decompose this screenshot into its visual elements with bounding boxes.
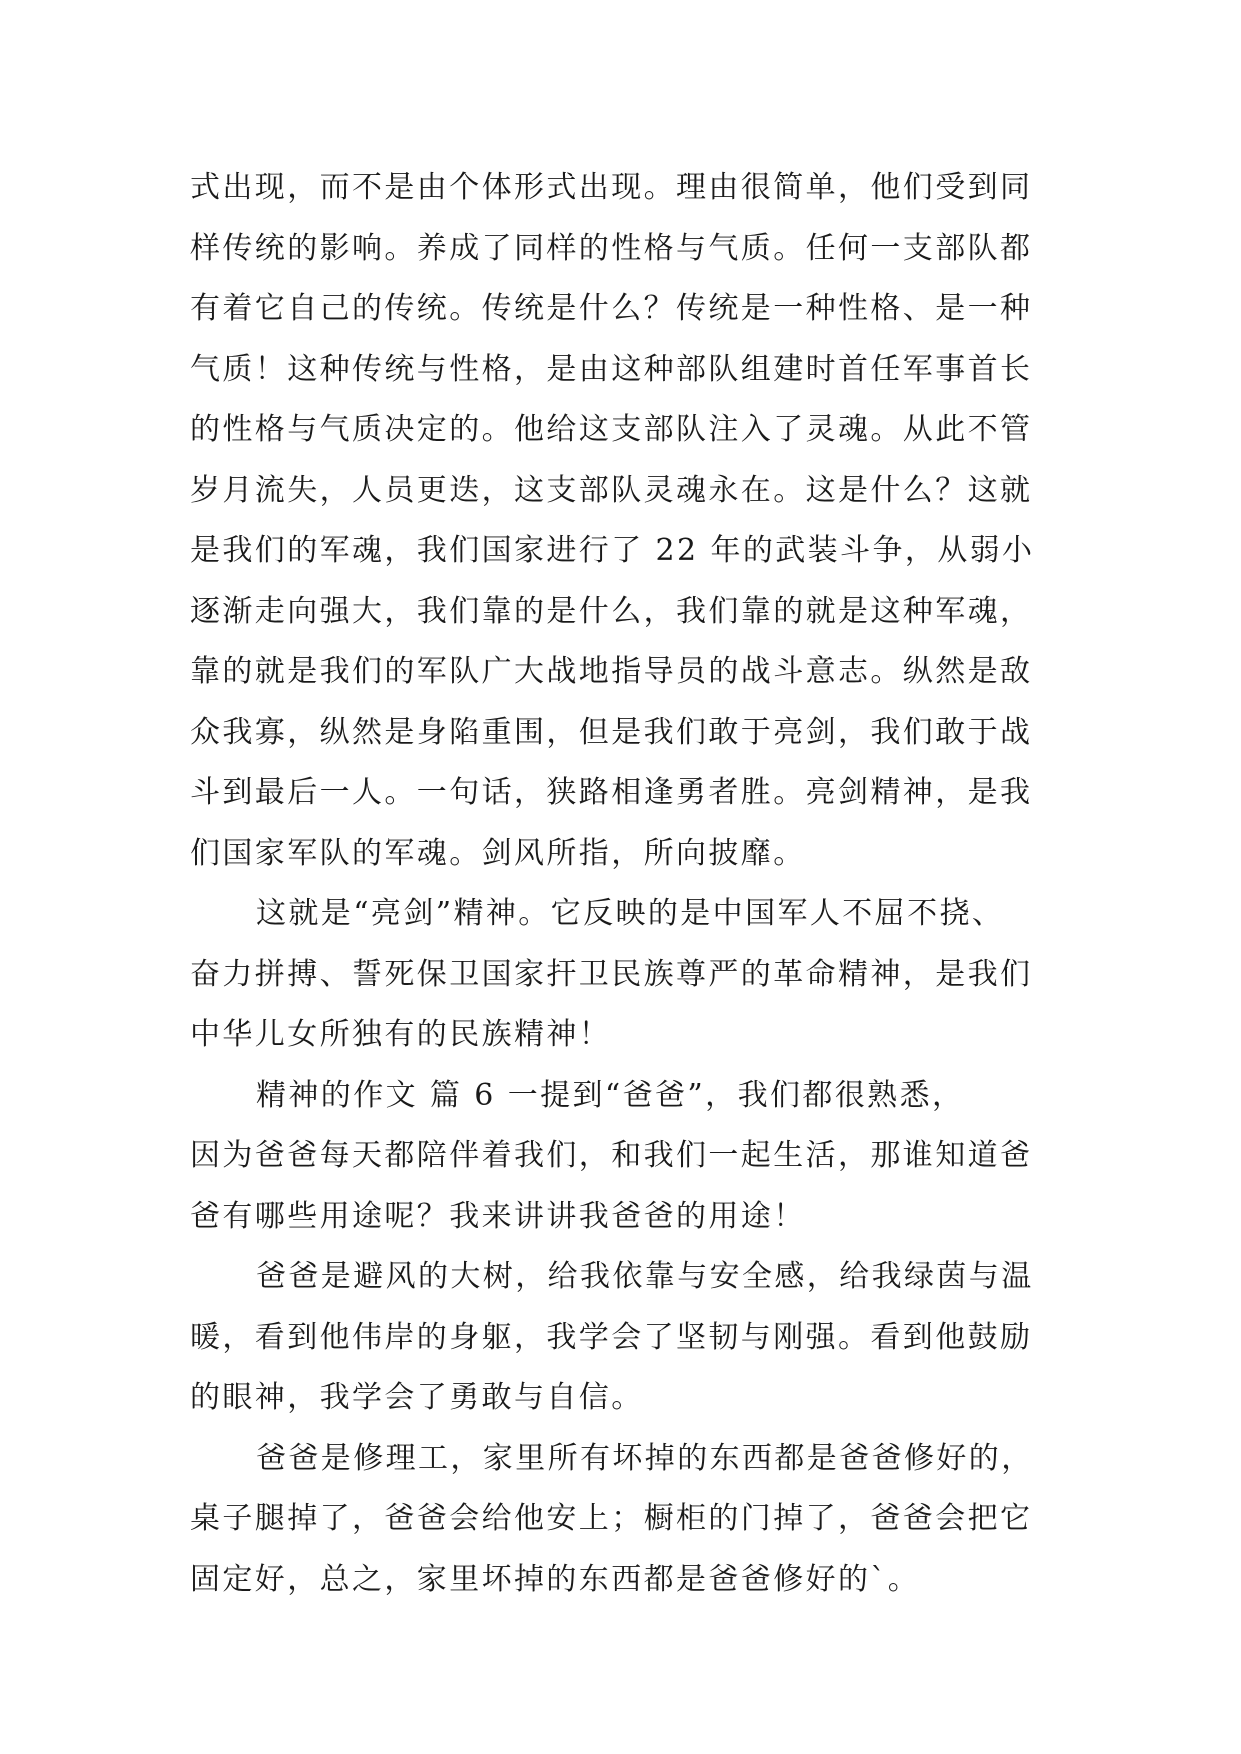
text-line: 岁月流失，人员更迭，这支部队灵魂永在。这是什么？这就 — [190, 472, 1033, 508]
text-line: 因为爸爸每天都陪伴着我们，和我们一起生活，那谁知道爸 — [190, 1138, 1033, 1173]
text-line: 逐渐走向强大，我们靠的是什么，我们靠的就是这种军魂， — [190, 593, 1033, 629]
text-line: 们国家军队的军魂。剑风所指，所向披靡。 — [190, 835, 806, 871]
text-line: 的性格与气质决定的。他给这支部队注入了灵魂。从此不管 — [190, 412, 1033, 447]
text-line: 有着它自己的传统。传统是什么？传统是一种性格、是一种 — [190, 291, 1033, 326]
text-line: 爸有哪些用途呢？我来讲讲我爸爸的用途！ — [190, 1198, 806, 1234]
text-line: 固定好，总之，家里坏掉的东西都是爸爸修好的`。 — [190, 1561, 921, 1597]
text-line: 桌子腿掉了，爸爸会给他安上；橱柜的门掉了，爸爸会把它 — [190, 1501, 1033, 1536]
text-line: 奋力拼搏、誓死保卫国家扞卫民族尊严的革命精神，是我们 — [190, 956, 1033, 992]
text-line: 这就是“亮剑”精神。它反映的是中国军人不屈不挠、 — [256, 896, 1005, 931]
text-line: 爸爸是避风的大树，给我依靠与安全感，给我绿茵与温 — [256, 1259, 1034, 1294]
text-line: 精神的作文 篇 6 一提到“爸爸”，我们都很熟悉， — [256, 1077, 965, 1113]
text-line: 是我们的军魂，我们国家进行了 22 年的武装斗争，从弱小 — [190, 533, 1035, 568]
text-line: 中华儿女所独有的民族精神！ — [190, 1017, 612, 1052]
text-line: 式出现，而不是由个体形式出现。理由很简单，他们受到同 — [190, 170, 1033, 205]
text-line: 斗到最后一人。一句话，狭路相逢勇者胜。亮剑精神，是我 — [190, 775, 1033, 810]
text-line: 的眼神，我学会了勇敢与自信。 — [190, 1380, 644, 1415]
document-body — [190, 158, 1070, 1610]
text-line: 爸爸是修理工，家里所有坏掉的东西都是爸爸修好的， — [256, 1440, 1034, 1476]
text-line: 气质！这种传统与性格，是由这种部队组建时首任军事首长 — [190, 351, 1033, 387]
text-line: 靠的就是我们的军队广大战地指导员的战斗意志。纵然是敌 — [190, 654, 1033, 689]
text-line: 暖，看到他伟岸的身躯，我学会了坚韧与刚强。看到他鼓励 — [190, 1319, 1033, 1355]
text-line: 众我寡，纵然是身陷重围，但是我们敢于亮剑，我们敢于战 — [190, 714, 1033, 750]
text-line: 样传统的影响。养成了同样的性格与气质。任何一支部队都 — [190, 230, 1033, 266]
